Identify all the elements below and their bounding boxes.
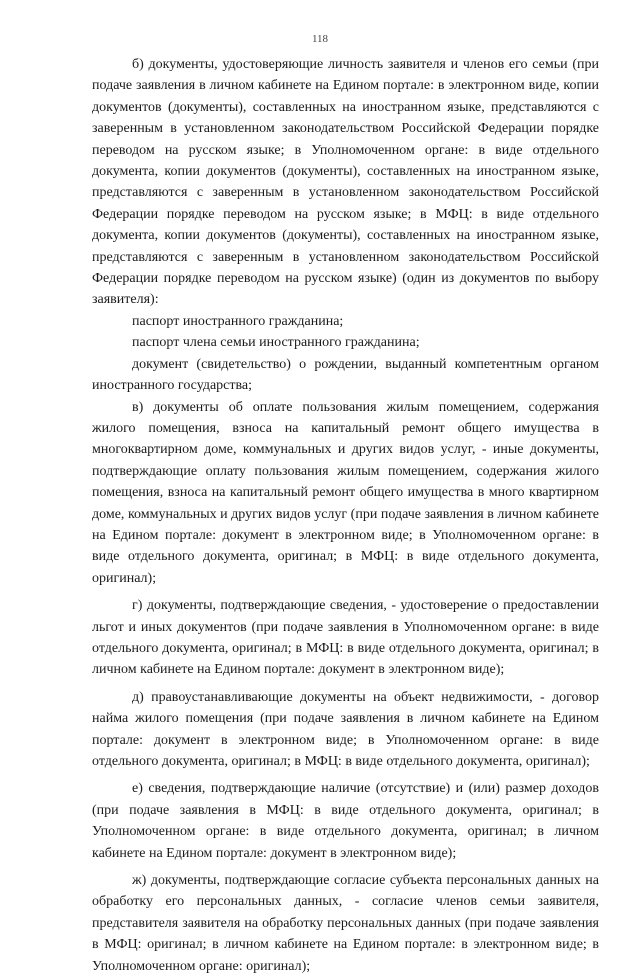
list-item-foreign-passport: паспорт иностранного гражданина; bbox=[132, 313, 344, 329]
document-body bbox=[92, 54, 599, 977]
paragraph-v-payment-documents: в) документы об оплате пользования жилым помещением, содержания жилого помещения, взноса на капитальный ремонт общего имущества в многоквартирном доме, коммунальных и других видов услуг, - иные документы, подтверждающие оплату пользования жилым помещением, содержания жилого помещения, взноса на капитальный ремонт общего имущества в много квартирном доме, коммунальных и других видов услуг (при подаче заявления в личном кабинете на Едином портале: документ в электронном виде; в Уполномоченном органе: в виде отдельного документа, оригинал; в МФЦ: в виде отдельного документа, оригинал); bbox=[92, 399, 599, 586]
list-item-birth-certificate: документ (свидетельство) о рождении, выданный компетентным органом иностранного государства; bbox=[92, 356, 599, 394]
paragraph-g-benefit-documents: г) документы, подтверждающие сведения, - удостоверение о предоставлении льгот и иных документов (при подаче заявления в Уполномоченном органе: в виде отдельного документа, оригинал; в МФЦ: в виде отдельного документа, оригинал; в личном кабинете на Едином портале: документ в электронном виде); bbox=[92, 598, 599, 678]
paragraph-zh-personal-data-consent: ж) документы, подтверждающие согласие субъекта персональных данных на обработку его персональных данных, - согласие членов семьи заявителя, представителя заявителя на обработку персональных данных (при подаче заявления в МФЦ: оригинал; в личном кабинете на Едином портале: в электронном виде; в Уполномоченном органе: оригинал); bbox=[92, 873, 599, 974]
paragraph-d-property-documents: д) правоустанавливающие документы на объект недвижимости, - договор найма жилого помещения (при подаче заявления в личном кабинете на Едином портале: документ в электронном виде; в Уполномоченном органе: в виде отдельного документа, оригинал; в МФЦ: в виде отдельного документа, оригинал); bbox=[92, 689, 599, 769]
paragraph-e-income-information: е) сведения, подтверждающие наличие (отсутствие) и (или) размер доходов (при подаче заявления в МФЦ: в виде отдельного документа, оригинал; в Уполномоченном органе: в виде отдельного документа, оригинал; в личном кабинете на Едином портале: документ в электронном виде); bbox=[92, 781, 599, 861]
page-number: 118 bbox=[311, 33, 329, 45]
list-item-family-member-passport: паспорт члена семьи иностранного гражданина; bbox=[132, 335, 420, 351]
paragraph-b-identity-documents: б) документы, удостоверяющие личность заявителя и членов его семьи (при подаче заявления в личном кабинете на Едином портале: в электронном виде, копии документов (документы), составленных на иностранном языке, представляются с заверенным в установленном законодательством Российской Федерации порядке переводом на русском языке; в Уполномоченном органе: в виде отдельного документа, копии документов (документы), составленных на иностранном языке, представляются с заверенным в установленном законодательством Российской Федерации порядке переводом на русском языке; в МФЦ: в виде отдельного документа, копии документов (документы), составленных на иностранном языке, представляются с заверенным в установленном законодательством Российской Федерации порядке переводом на русском языке) (один из документов по выбору заявителя): bbox=[92, 57, 599, 308]
